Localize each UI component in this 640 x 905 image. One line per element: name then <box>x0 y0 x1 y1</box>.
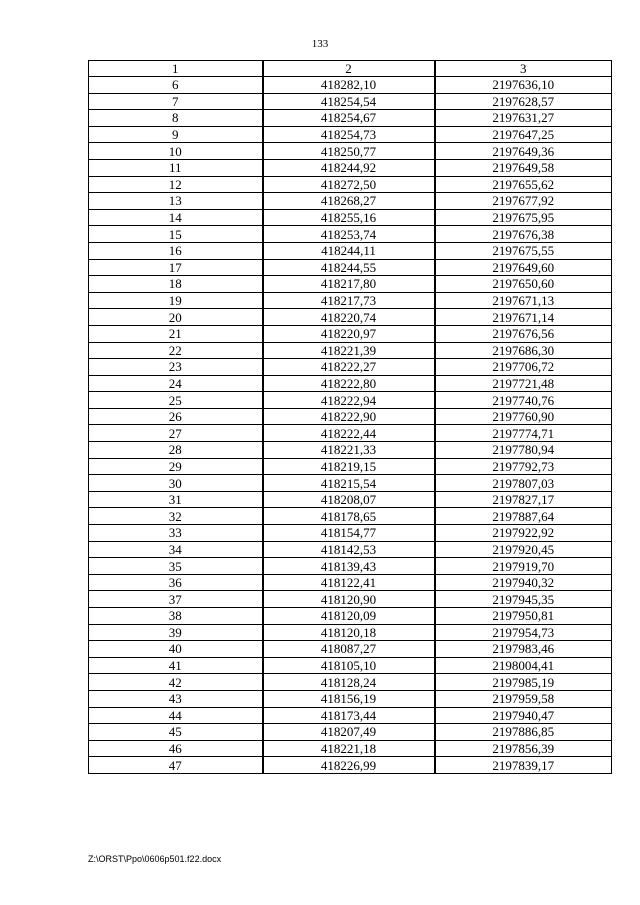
y-coordinate-cell: 2197954,73 <box>435 624 612 641</box>
point-number-cell: 43 <box>89 690 263 707</box>
point-number-cell: 21 <box>89 325 263 342</box>
point-number-cell: 10 <box>89 143 263 160</box>
y-coordinate-cell: 2197649,36 <box>435 143 612 160</box>
x-coordinate-cell: 418122,41 <box>263 574 435 591</box>
table-row <box>89 77 612 94</box>
point-number-cell: 7 <box>89 93 263 110</box>
y-coordinate-cell: 2197959,58 <box>435 690 612 707</box>
footer-file-path: Z:\ORST\Ppo\0606p501.f22.docx <box>88 854 222 864</box>
point-number-cell: 18 <box>89 276 263 293</box>
y-coordinate-cell: 2197807,03 <box>435 475 612 492</box>
x-coordinate-cell: 418207,49 <box>263 724 435 741</box>
point-number-cell: 35 <box>89 558 263 575</box>
y-coordinate-cell: 2198004,41 <box>435 657 612 674</box>
point-number-cell: 24 <box>89 375 263 392</box>
point-number-cell: 36 <box>89 574 263 591</box>
y-coordinate-cell: 2197940,47 <box>435 707 612 724</box>
y-coordinate-cell: 2197649,58 <box>435 159 612 176</box>
x-coordinate-cell: 418254,73 <box>263 126 435 143</box>
point-number-cell: 28 <box>89 442 263 459</box>
point-number-cell: 39 <box>89 624 263 641</box>
x-coordinate-cell: 418282,10 <box>263 77 435 94</box>
table-row <box>89 209 612 226</box>
y-coordinate-cell: 2197839,17 <box>435 757 612 774</box>
point-number-cell: 40 <box>89 641 263 658</box>
table-row <box>89 408 612 425</box>
x-coordinate-cell: 418120,09 <box>263 608 435 625</box>
y-coordinate-cell: 2197985,19 <box>435 674 612 691</box>
y-coordinate-cell: 2197636,10 <box>435 77 612 94</box>
table-row <box>89 342 612 359</box>
y-coordinate-cell: 2197647,25 <box>435 126 612 143</box>
y-coordinate-cell: 2197887,64 <box>435 508 612 525</box>
x-coordinate-cell: 418154,77 <box>263 525 435 542</box>
table-row <box>89 143 612 160</box>
x-coordinate-cell: 418120,18 <box>263 624 435 641</box>
y-coordinate-cell: 2197922,92 <box>435 525 612 542</box>
column-header-1: 1 <box>89 61 263 77</box>
table-row <box>89 558 612 575</box>
table-body <box>89 61 612 774</box>
y-coordinate-cell: 2197650,60 <box>435 276 612 293</box>
point-number-cell: 8 <box>89 110 263 127</box>
y-coordinate-cell: 2197856,39 <box>435 740 612 757</box>
x-coordinate-cell: 418142,53 <box>263 541 435 558</box>
x-coordinate-cell: 418208,07 <box>263 491 435 508</box>
point-number-cell: 46 <box>89 740 263 757</box>
y-coordinate-cell: 2197676,56 <box>435 325 612 342</box>
x-coordinate-cell: 418173,44 <box>263 707 435 724</box>
y-coordinate-cell: 2197677,92 <box>435 193 612 210</box>
y-coordinate-cell: 2197920,45 <box>435 541 612 558</box>
table-row <box>89 126 612 143</box>
x-coordinate-cell: 418222,90 <box>263 408 435 425</box>
x-coordinate-cell: 418156,19 <box>263 690 435 707</box>
x-coordinate-cell: 418250,77 <box>263 143 435 160</box>
table-row <box>89 359 612 376</box>
x-coordinate-cell: 418254,67 <box>263 110 435 127</box>
x-coordinate-cell: 418219,15 <box>263 458 435 475</box>
table-row <box>89 292 612 309</box>
x-coordinate-cell: 418226,99 <box>263 757 435 774</box>
x-coordinate-cell: 418139,43 <box>263 558 435 575</box>
x-coordinate-cell: 418217,73 <box>263 292 435 309</box>
point-number-cell: 16 <box>89 242 263 259</box>
y-coordinate-cell: 2197655,62 <box>435 176 612 193</box>
point-number-cell: 38 <box>89 608 263 625</box>
table-row <box>89 375 612 392</box>
x-coordinate-cell: 418221,33 <box>263 442 435 459</box>
table-row <box>89 608 612 625</box>
y-coordinate-cell: 2197950,81 <box>435 608 612 625</box>
point-number-cell: 12 <box>89 176 263 193</box>
table-row <box>89 525 612 542</box>
y-coordinate-cell: 2197792,73 <box>435 458 612 475</box>
x-coordinate-cell: 418217,80 <box>263 276 435 293</box>
x-coordinate-cell: 418220,74 <box>263 309 435 326</box>
table-row <box>89 93 612 110</box>
y-coordinate-cell: 2197721,48 <box>435 375 612 392</box>
point-number-cell: 41 <box>89 657 263 674</box>
table-row <box>89 508 612 525</box>
point-number-cell: 13 <box>89 193 263 210</box>
x-coordinate-cell: 418105,10 <box>263 657 435 674</box>
coordinates-table <box>88 60 612 774</box>
x-coordinate-cell: 418244,11 <box>263 242 435 259</box>
y-coordinate-cell: 2197945,35 <box>435 591 612 608</box>
y-coordinate-cell: 2197780,94 <box>435 442 612 459</box>
y-coordinate-cell: 2197983,46 <box>435 641 612 658</box>
y-coordinate-cell: 2197940,32 <box>435 574 612 591</box>
table-row <box>89 392 612 409</box>
table-row <box>89 657 612 674</box>
y-coordinate-cell: 2197675,55 <box>435 242 612 259</box>
table-row <box>89 641 612 658</box>
x-coordinate-cell: 418178,65 <box>263 508 435 525</box>
x-coordinate-cell: 418253,74 <box>263 226 435 243</box>
table-row <box>89 159 612 176</box>
point-number-cell: 42 <box>89 674 263 691</box>
x-coordinate-cell: 418120,90 <box>263 591 435 608</box>
table-row <box>89 309 612 326</box>
y-coordinate-cell: 2197631,27 <box>435 110 612 127</box>
x-coordinate-cell: 418255,16 <box>263 209 435 226</box>
point-number-cell: 34 <box>89 541 263 558</box>
page-number: 133 <box>311 38 329 50</box>
y-coordinate-cell: 2197649,60 <box>435 259 612 276</box>
point-number-cell: 14 <box>89 209 263 226</box>
point-number-cell: 17 <box>89 259 263 276</box>
point-number-cell: 33 <box>89 525 263 542</box>
table-row <box>89 226 612 243</box>
point-number-cell: 31 <box>89 491 263 508</box>
column-header-3: 3 <box>435 61 612 77</box>
x-coordinate-cell: 418244,55 <box>263 259 435 276</box>
x-coordinate-cell: 418221,39 <box>263 342 435 359</box>
x-coordinate-cell: 418222,44 <box>263 425 435 442</box>
point-number-cell: 47 <box>89 757 263 774</box>
table-header-row <box>89 61 612 77</box>
y-coordinate-cell: 2197675,95 <box>435 209 612 226</box>
point-number-cell: 11 <box>89 159 263 176</box>
point-number-cell: 25 <box>89 392 263 409</box>
table-row <box>89 541 612 558</box>
y-coordinate-cell: 2197886,85 <box>435 724 612 741</box>
x-coordinate-cell: 418222,94 <box>263 392 435 409</box>
table-row <box>89 242 612 259</box>
y-coordinate-cell: 2197740,76 <box>435 392 612 409</box>
table-row <box>89 724 612 741</box>
x-coordinate-cell: 418222,80 <box>263 375 435 392</box>
table-row <box>89 757 612 774</box>
point-number-cell: 19 <box>89 292 263 309</box>
point-number-cell: 23 <box>89 359 263 376</box>
x-coordinate-cell: 418268,27 <box>263 193 435 210</box>
table-row <box>89 624 612 641</box>
table-row <box>89 442 612 459</box>
table-row <box>89 591 612 608</box>
x-coordinate-cell: 418215,54 <box>263 475 435 492</box>
table-row <box>89 176 612 193</box>
y-coordinate-cell: 2197827,17 <box>435 491 612 508</box>
table-row <box>89 110 612 127</box>
y-coordinate-cell: 2197760,90 <box>435 408 612 425</box>
table-row <box>89 491 612 508</box>
table-row <box>89 259 612 276</box>
column-header-2: 2 <box>263 61 435 77</box>
point-number-cell: 29 <box>89 458 263 475</box>
y-coordinate-cell: 2197706,72 <box>435 359 612 376</box>
point-number-cell: 37 <box>89 591 263 608</box>
point-number-cell: 44 <box>89 707 263 724</box>
y-coordinate-cell: 2197671,13 <box>435 292 612 309</box>
table-row <box>89 475 612 492</box>
table-row <box>89 193 612 210</box>
table-row <box>89 740 612 757</box>
y-coordinate-cell: 2197686,30 <box>435 342 612 359</box>
table-row <box>89 707 612 724</box>
y-coordinate-cell: 2197676,38 <box>435 226 612 243</box>
table-row <box>89 690 612 707</box>
x-coordinate-cell: 418221,18 <box>263 740 435 757</box>
point-number-cell: 6 <box>89 77 263 94</box>
x-coordinate-cell: 418244,92 <box>263 159 435 176</box>
table-row <box>89 425 612 442</box>
y-coordinate-cell: 2197919,70 <box>435 558 612 575</box>
point-number-cell: 30 <box>89 475 263 492</box>
point-number-cell: 27 <box>89 425 263 442</box>
point-number-cell: 20 <box>89 309 263 326</box>
table-row <box>89 325 612 342</box>
x-coordinate-cell: 418087,27 <box>263 641 435 658</box>
x-coordinate-cell: 418254,54 <box>263 93 435 110</box>
y-coordinate-cell: 2197628,57 <box>435 93 612 110</box>
y-coordinate-cell: 2197671,14 <box>435 309 612 326</box>
x-coordinate-cell: 418128,24 <box>263 674 435 691</box>
point-number-cell: 45 <box>89 724 263 741</box>
table-row <box>89 276 612 293</box>
x-coordinate-cell: 418220,97 <box>263 325 435 342</box>
table-row <box>89 574 612 591</box>
table-row <box>89 674 612 691</box>
x-coordinate-cell: 418222,27 <box>263 359 435 376</box>
x-coordinate-cell: 418272,50 <box>263 176 435 193</box>
point-number-cell: 26 <box>89 408 263 425</box>
point-number-cell: 9 <box>89 126 263 143</box>
y-coordinate-cell: 2197774,71 <box>435 425 612 442</box>
point-number-cell: 32 <box>89 508 263 525</box>
point-number-cell: 15 <box>89 226 263 243</box>
table-row <box>89 458 612 475</box>
point-number-cell: 22 <box>89 342 263 359</box>
